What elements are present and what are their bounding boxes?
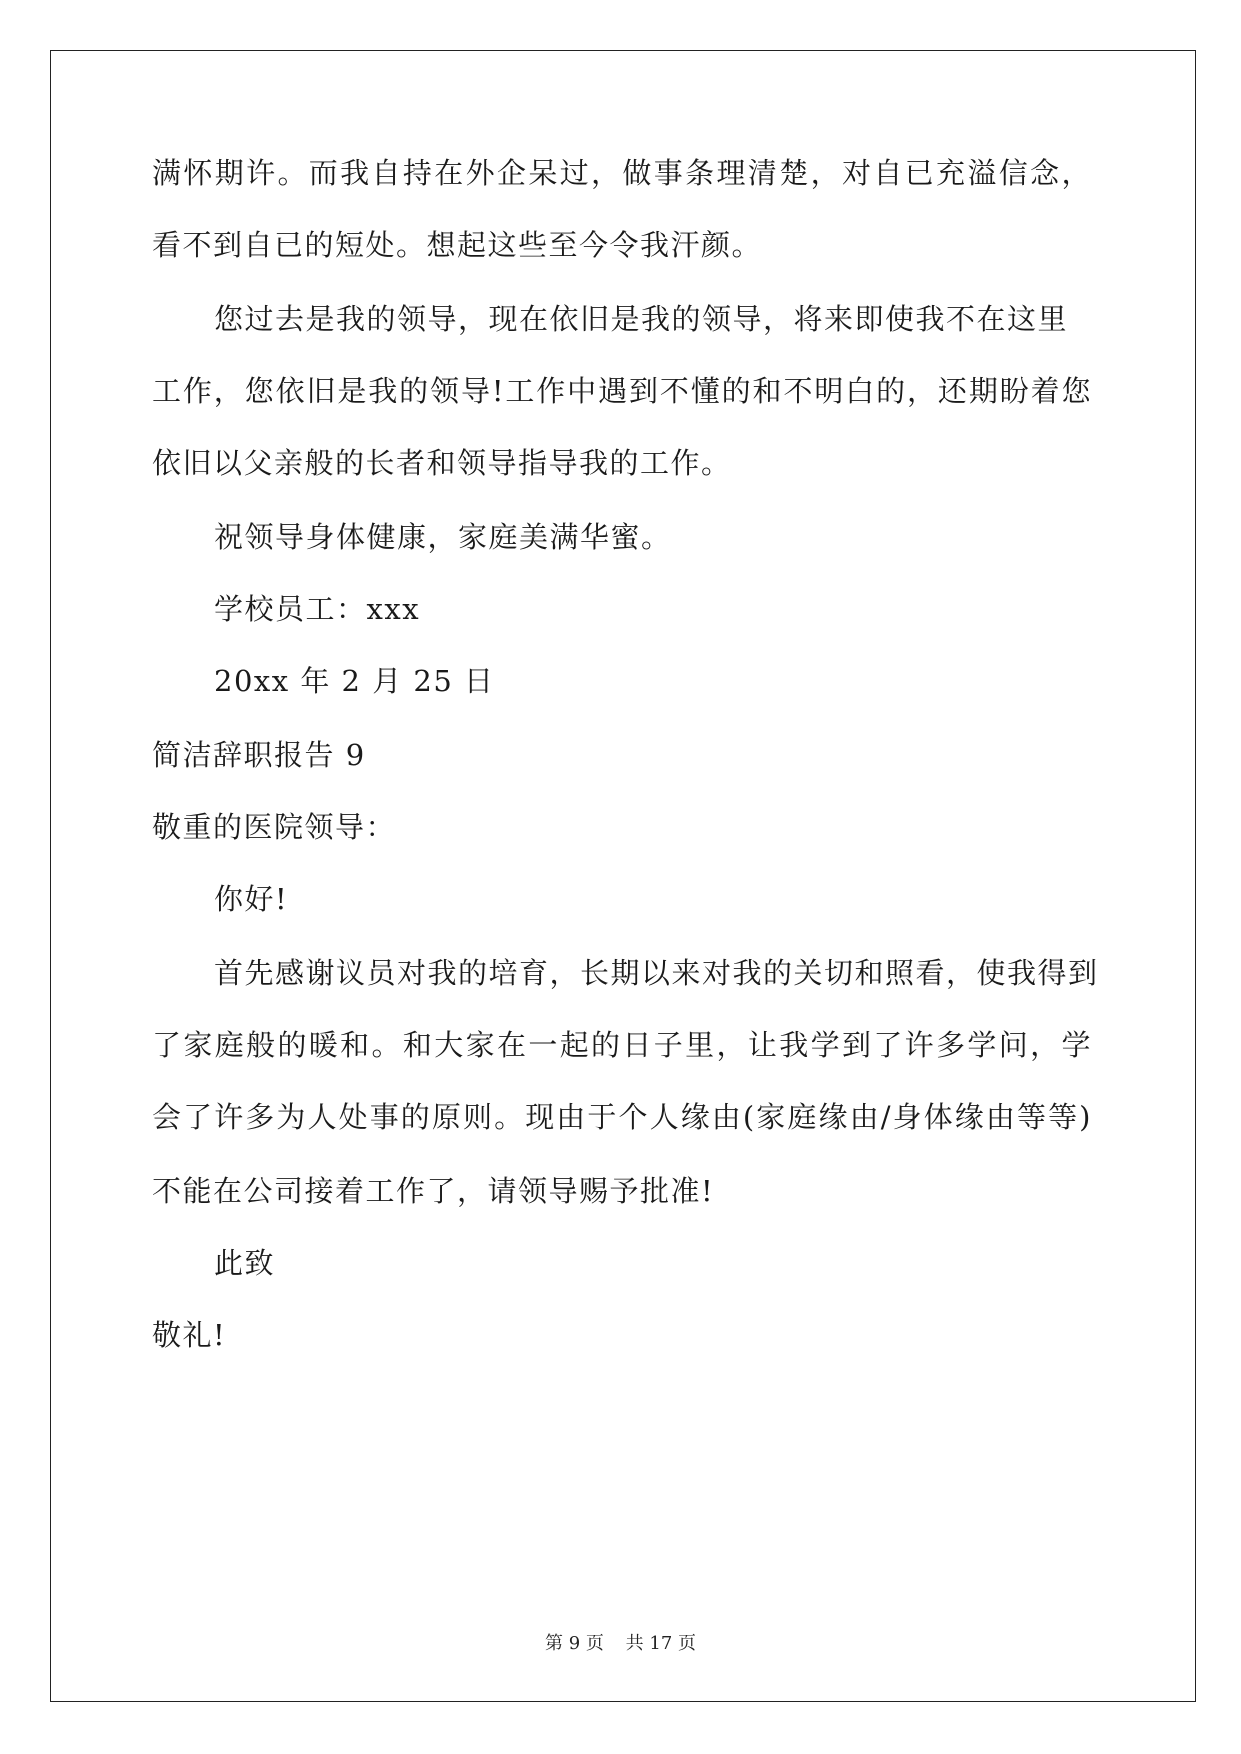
date-line: 20xx 年 2 月 25 日 <box>214 664 495 698</box>
paragraph-line: 不能在公司接着工作了，请领导赐予批准! <box>152 1174 715 1208</box>
page-border <box>50 50 1196 1702</box>
section-title: 简洁辞职报告 9 <box>152 738 366 772</box>
paragraph-line: 了家庭般的暖和。和大家在一起的日子里，让我学到了许多学问，学 <box>152 1028 1092 1062</box>
paragraph-line: 满怀期许。而我自持在外企呆过，做事条理清楚，对自已充溢信念， <box>152 156 1092 190</box>
closing-salute: 敬礼! <box>152 1318 227 1352</box>
closing-line: 此致 <box>214 1246 276 1280</box>
page-total: 共 17 页 <box>625 1633 696 1654</box>
paragraph-line: 祝领导身体健康，家庭美满华蜜。 <box>214 520 672 554</box>
paragraph-line: 会了许多为人处事的原则。现由于个人缘由(家庭缘由/身体缘由等等) <box>152 1100 1092 1134</box>
paragraph-line: 首先感谢议员对我的培育，长期以来对我的关切和照看，使我得到 <box>214 956 1099 990</box>
greeting: 你好! <box>214 882 289 916</box>
paragraph-line: 您过去是我的领导，现在依旧是我的领导，将来即使我不在这里 <box>214 302 1069 336</box>
signature-line: 学校员工：xxx <box>214 592 421 626</box>
paragraph-line: 工作，您依旧是我的领导!工作中遇到不懂的和不明白的，还期盼着您 <box>152 374 1092 408</box>
page-footer <box>0 1632 1241 1656</box>
page-number: 第 9 页 <box>545 1633 604 1654</box>
paragraph-line: 看不到自已的短处。想起这些至今令我汗颜。 <box>152 228 763 262</box>
paragraph-line: 依旧以父亲般的长者和领导指导我的工作。 <box>152 446 732 480</box>
salutation: 敬重的医院领导： <box>152 810 397 844</box>
